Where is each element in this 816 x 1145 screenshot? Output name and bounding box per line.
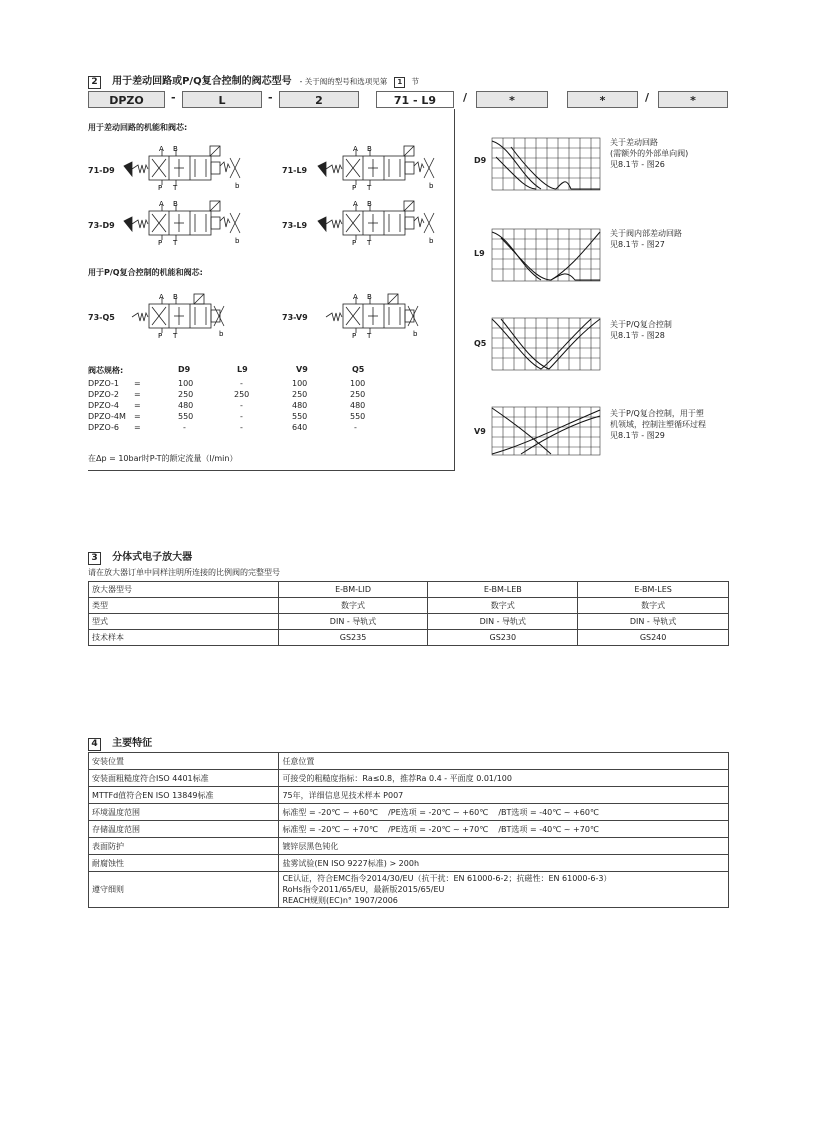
svg-text:T: T	[367, 184, 372, 190]
graph-v9	[491, 406, 601, 456]
table-cell: 放大器型号	[89, 582, 279, 598]
valve-symbol-71-d9	[122, 144, 247, 190]
table-cell: 表面防护	[89, 838, 279, 855]
spec-header-label: 阀芯规格:	[88, 366, 124, 375]
code-separator: /	[645, 91, 650, 104]
spec-cell-d9: 250	[178, 390, 194, 399]
svg-text:A: A	[159, 145, 164, 153]
spec-cell-d9: -	[183, 423, 186, 432]
code-separator: -	[171, 91, 176, 104]
table-row	[89, 855, 729, 872]
table-cell: GS240	[578, 630, 729, 646]
graph-desc-line: 关于阀内部差动回路	[610, 229, 682, 238]
graph-q5	[491, 317, 601, 371]
spec-header-l9: L9	[237, 365, 248, 374]
section-subtitle: - 关于阀的型号和选项见第	[299, 77, 388, 86]
section-number: 3	[88, 552, 101, 565]
spec-cell-v9: 100	[292, 379, 308, 388]
table-row	[89, 614, 729, 630]
table-row	[89, 770, 729, 787]
svg-text:b: b	[219, 330, 224, 338]
section-ref-number: 1	[394, 77, 405, 88]
spec-table-header	[88, 365, 448, 376]
table-cell: 数字式	[278, 598, 428, 614]
spec-table-row	[88, 401, 448, 412]
spec-table-row	[88, 412, 448, 423]
svg-text:B: B	[367, 293, 372, 301]
table-cell: GS230	[428, 630, 578, 646]
spec-cell-model: DPZO-4M	[88, 412, 126, 421]
svg-text:T: T	[173, 184, 178, 190]
spec-cell-q5: -	[354, 423, 357, 432]
graph-desc-line: 见8.1节 - 图28	[610, 331, 665, 340]
spec-cell-v9: 480	[292, 401, 308, 410]
table-cell: MTTFd值符合EN ISO 13849标准	[89, 787, 279, 804]
table-cell: E-BM-LES	[578, 582, 729, 598]
spec-cell-d9: 100	[178, 379, 194, 388]
code-box-option: L	[182, 91, 262, 108]
table-cell: 数字式	[578, 598, 729, 614]
spec-cell-model: DPZO-4	[88, 401, 119, 410]
svg-text:A: A	[159, 293, 164, 301]
spec-cell-model: DPZO-1	[88, 379, 119, 388]
svg-text:b: b	[429, 237, 434, 245]
spec-cell-q5: 550	[350, 412, 366, 421]
spec-cell-l9: -	[240, 412, 243, 421]
graph-label-v9: V9	[474, 427, 486, 436]
table-row	[89, 753, 729, 770]
spec-cell-model: DPZO-6	[88, 423, 119, 432]
svg-text:B: B	[173, 145, 178, 153]
graph-desc-line: 关于P/Q复合控制，用于塑	[610, 409, 704, 418]
spec-header-v9: V9	[296, 365, 308, 374]
symbol-label: 71-L9	[282, 166, 308, 175]
spec-cell-v9: 640	[292, 423, 308, 432]
svg-text:B: B	[173, 200, 178, 208]
table-cell: DIN - 导轨式	[428, 614, 578, 630]
features-table	[88, 752, 729, 908]
graph-desc-line: 见8.1节 - 图29	[610, 431, 665, 440]
table-row	[89, 838, 729, 855]
section-4-header	[88, 731, 152, 751]
table-cell: 标准型 = -20℃ ~ +60℃ /PE选项 = -20℃ ~ +60℃ /BT选项 = -40℃ ~ +60℃	[279, 804, 729, 821]
graph-desc-d9	[610, 137, 688, 170]
table-cell: 耐腐蚀性	[89, 855, 279, 872]
valve-symbol-73-l9	[316, 199, 441, 245]
spec-cell-q5: 250	[350, 390, 366, 399]
table-row	[89, 872, 729, 908]
svg-text:T: T	[367, 239, 372, 245]
valve-symbol-73-q5	[122, 292, 247, 338]
table-row	[89, 821, 729, 838]
spec-cell-eq: =	[134, 379, 141, 388]
table-cell: E-BM-LID	[278, 582, 428, 598]
section-2-header	[88, 69, 419, 89]
symbol-label: 73-D9	[88, 221, 115, 230]
section-3-header	[88, 545, 192, 565]
panel-border-right	[454, 109, 455, 471]
table-cell: 75年，详细信息见技术样本 P007	[279, 787, 729, 804]
graph-desc-line: 机领域，控制注塑循环过程	[610, 420, 706, 429]
svg-text:b: b	[429, 182, 434, 190]
spec-header-d9: D9	[178, 365, 191, 374]
code-box-series: DPZO	[88, 91, 165, 108]
svg-text:A: A	[159, 200, 164, 208]
svg-text:B: B	[367, 200, 372, 208]
spec-cell-q5: 100	[350, 379, 366, 388]
spec-cell-d9: 550	[178, 412, 194, 421]
section-number: 2	[88, 76, 101, 89]
graph-l9	[491, 228, 601, 282]
valve-symbol-73-d9	[122, 199, 247, 245]
section-number: 4	[88, 738, 101, 751]
spec-cell-d9: 480	[178, 401, 194, 410]
section-ref-suffix: 节	[411, 77, 419, 86]
table-cell: 安装面粗糙度符合ISO 4401标准	[89, 770, 279, 787]
code-box-size: 2	[279, 91, 359, 108]
valve-symbol-73-v9	[316, 292, 441, 338]
spec-header-q5: Q5	[352, 365, 365, 374]
svg-text:T: T	[173, 332, 178, 338]
spec-cell-eq: =	[134, 401, 141, 410]
code-box-option-3: *	[658, 91, 728, 108]
table-cell: 任意位置	[279, 753, 729, 770]
svg-text:P: P	[158, 239, 163, 245]
symbol-label: 73-L9	[282, 221, 308, 230]
graph-d9	[491, 137, 601, 191]
code-box-option-2: *	[567, 91, 638, 108]
compliance-line: RoHs指令2011/65/EU，最新版2015/65/EU	[282, 885, 445, 894]
svg-text:b: b	[413, 330, 418, 338]
graph-desc-line: 关于差动回路	[610, 138, 658, 147]
graph-label-l9: L9	[474, 249, 485, 258]
table-cell	[279, 872, 729, 908]
code-box-option-1: *	[476, 91, 548, 108]
spec-cell-l9: 250	[234, 390, 250, 399]
section-title: 主要特征	[112, 738, 153, 749]
amplifier-table	[88, 581, 729, 646]
graph-desc-line: 关于P/Q复合控制	[610, 320, 672, 329]
spec-cell-l9: -	[240, 401, 243, 410]
symbol-label: 73-Q5	[88, 313, 115, 322]
table-row	[89, 598, 729, 614]
symbol-label: 71-D9	[88, 166, 115, 175]
svg-text:B: B	[173, 293, 178, 301]
graph-label-q5: Q5	[474, 339, 487, 348]
pq-heading: 用于P/Q复合控制的机能和阀芯:	[88, 268, 203, 277]
table-cell: 型式	[89, 614, 279, 630]
graph-desc-line: (需额外的外部单向阀)	[610, 149, 689, 158]
code-separator: /	[463, 91, 468, 104]
spec-cell-q5: 480	[350, 401, 366, 410]
spec-cell-model: DPZO-2	[88, 390, 119, 399]
table-cell: 存储温度范围	[89, 821, 279, 838]
table-cell: GS235	[278, 630, 428, 646]
table-cell: 镀锌层黑色钝化	[279, 838, 729, 855]
section-title: 分体式电子放大器	[112, 552, 193, 563]
code-separator: -	[268, 91, 273, 104]
graph-desc-l9	[610, 228, 682, 250]
svg-text:A: A	[353, 293, 358, 301]
svg-text:A: A	[353, 145, 358, 153]
symbol-label: 73-V9	[282, 313, 308, 322]
svg-text:P: P	[352, 184, 357, 190]
compliance-line: CE认证，符合EMC指令2014/30/EU（抗干扰：EN 61000-6-2；抗磁性：EN 61000-6-3）	[282, 874, 612, 883]
table-cell: 技术样本	[89, 630, 279, 646]
svg-text:P: P	[158, 332, 163, 338]
spec-cell-eq: =	[134, 390, 141, 399]
spec-cell-v9: 250	[292, 390, 308, 399]
graph-label-d9: D9	[474, 156, 487, 165]
svg-text:B: B	[367, 145, 372, 153]
table-row	[89, 787, 729, 804]
table-cell: 标准型 = -20℃ ~ +70℃ /PE选项 = -20℃ ~ +70℃ /BT选项 = -40℃ ~ +70℃	[279, 821, 729, 838]
spec-table-row	[88, 423, 448, 434]
spec-cell-v9: 550	[292, 412, 308, 421]
diff-heading: 用于差动回路的机能和阀芯:	[88, 123, 188, 132]
spec-cell-eq: =	[134, 412, 141, 421]
svg-text:b: b	[235, 237, 240, 245]
svg-text:P: P	[352, 239, 357, 245]
table-cell: 盐雾试验(EN ISO 9227标准) > 200h	[279, 855, 729, 872]
svg-text:P: P	[158, 184, 163, 190]
spec-cell-eq: =	[134, 423, 141, 432]
table-cell: 可接受的粗糙度指标：Ra≤0.8，推荐Ra 0.4 - 平面度 0.01/100	[279, 770, 729, 787]
svg-text:T: T	[367, 332, 372, 338]
svg-text:P: P	[352, 332, 357, 338]
table-cell: 数字式	[428, 598, 578, 614]
svg-text:T: T	[173, 239, 178, 245]
svg-text:b: b	[235, 182, 240, 190]
spec-table-row	[88, 390, 448, 401]
spec-table-row	[88, 379, 448, 390]
spec-cell-l9: -	[240, 379, 243, 388]
table-row	[89, 804, 729, 821]
valve-symbol-71-l9	[316, 144, 441, 190]
graph-desc-q5	[610, 319, 672, 341]
svg-text:A: A	[353, 200, 358, 208]
table-row	[89, 630, 729, 646]
table-cell: 类型	[89, 598, 279, 614]
code-box-spool: 71 - L9	[376, 91, 454, 108]
compliance-line: REACH规则(EC)n° 1907/2006	[282, 896, 398, 905]
table-cell: 环境温度范围	[89, 804, 279, 821]
spec-cell-l9: -	[240, 423, 243, 432]
table-cell: DIN - 导轨式	[278, 614, 428, 630]
table-cell: 安装位置	[89, 753, 279, 770]
panel-border-bottom	[88, 470, 455, 471]
section-3-subtitle: 请在放大器订单中同样注明所连接的比例阀的完整型号	[88, 568, 280, 577]
table-header-row	[89, 582, 729, 598]
table-cell: DIN - 导轨式	[578, 614, 729, 630]
graph-desc-line: 见8.1节 - 图27	[610, 240, 665, 249]
table-cell: E-BM-LEB	[428, 582, 578, 598]
graph-desc-line: 见8.1节 - 图26	[610, 160, 665, 169]
flow-note: 在Δp = 10bar时P-T的额定流量（l/min）	[88, 454, 238, 463]
section-title: 用于差动回路或P/Q复合控制的阀芯型号	[112, 76, 292, 87]
table-cell: 遵守细则	[89, 872, 279, 908]
graph-desc-v9	[610, 408, 706, 441]
